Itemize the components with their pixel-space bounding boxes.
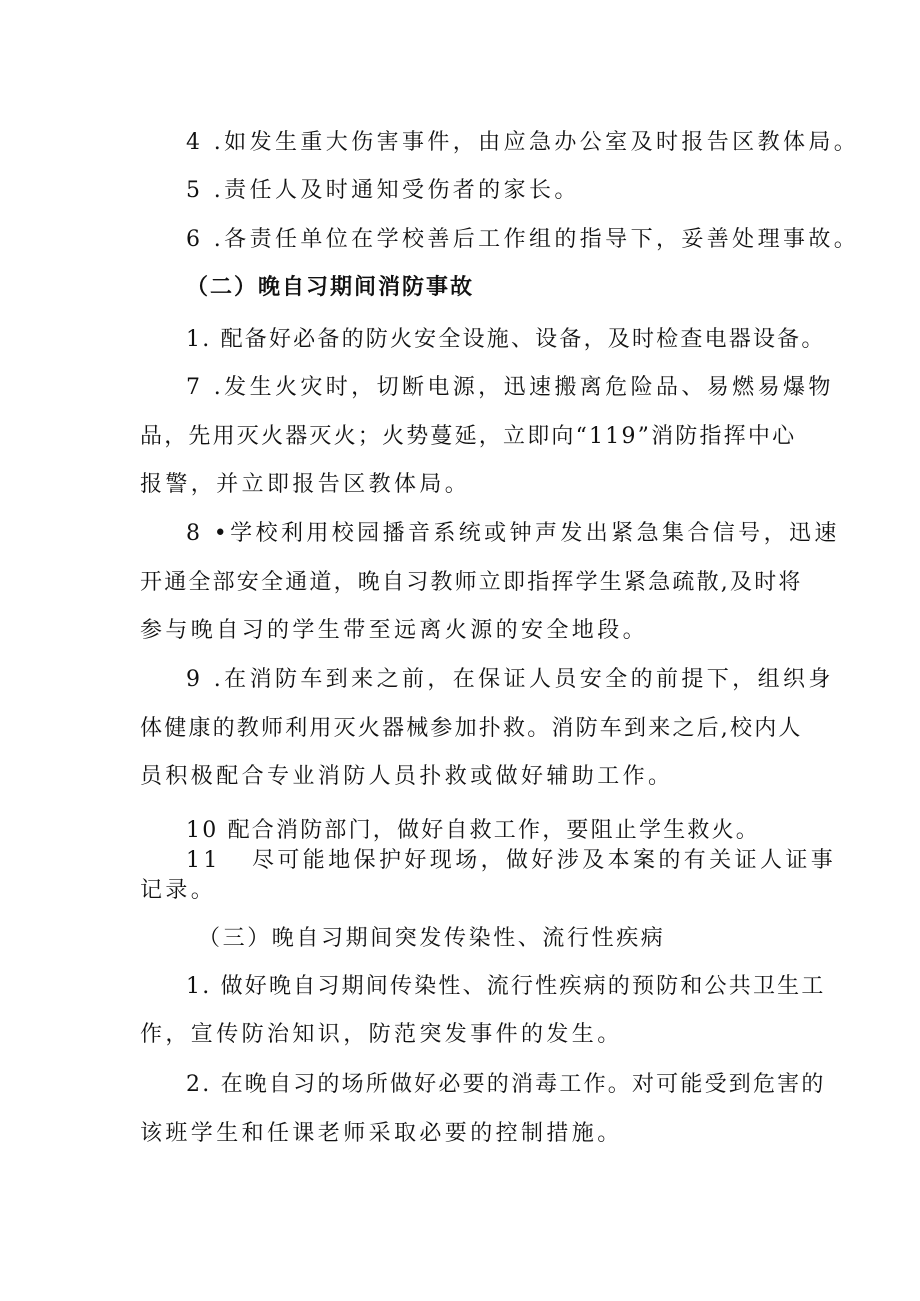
item-4-text: 4 .如发生重大伤害事件，由应急办公室及时报告区教体局。 bbox=[186, 130, 860, 155]
disease-item-2-line-2: 该班学生和任课老师采取必要的控制措施。 bbox=[140, 1121, 623, 1146]
fire-item-11-text: 尽可能地保护好现场，做好涉及本案的有关证人证事 bbox=[252, 848, 837, 873]
disease-item-1-line-2: 作，宣传防治知识，防范突发事件的发生。 bbox=[140, 1022, 623, 1047]
fire-item-8-line-2: 开通全部安全通道，晚自习教师立即指挥学生紧急疏散,及时将 bbox=[140, 570, 803, 595]
fire-item-11-line-2: 记录。 bbox=[140, 878, 217, 903]
fire-item-7-line-2: 品，先用灭火器灭火；火势蔓延，立即向“119”消防指挥中心 bbox=[140, 424, 797, 449]
disease-item-2-line-1: 2. 在晚自习的场所做好必要的消毒工作。对可能受到危害的 bbox=[186, 1072, 826, 1097]
section-3-heading: （三）晚自习期间突发传染性、流行性疾病 bbox=[198, 926, 666, 951]
fire-item-8-line-1: 8 •学校利用校园播音系统或钟声发出紧急集合信号，迅速 bbox=[186, 521, 840, 546]
fire-item-10-text: 10 配合消防部门，做好自救工作，要阻止学生救火。 bbox=[186, 818, 760, 843]
section-2-heading: （二）晚自习期间消防事故 bbox=[186, 275, 475, 300]
fire-item-9-line-3: 员积极配合专业消防人员扑救或做好辅助工作。 bbox=[140, 764, 674, 789]
fire-item-7-line-3: 报警，并立即报告区教体局。 bbox=[140, 472, 471, 497]
fire-item-1-text: 1. 配备好必备的防火安全设施、设备，及时检查电器设备。 bbox=[186, 327, 826, 352]
fire-item-9-line-2: 体健康的教师利用灭火器械参加扑救。消防车到来之后,校内人 bbox=[140, 716, 803, 741]
fire-item-9-line-1: 9 .在消防车到来之前，在保证人员安全的前提下，组织身 bbox=[186, 667, 834, 692]
item-5-text: 5 .责任人及时通知受伤者的家长。 bbox=[186, 178, 580, 203]
item-6-text: 6 .各责任单位在学校善后工作组的指导下，妥善处理事故。 bbox=[186, 227, 860, 252]
fire-item-11-line-1 bbox=[186, 846, 836, 876]
disease-item-1-line-1: 1. 做好晚自习期间传染性、流行性疾病的预防和公共卫生工 bbox=[186, 974, 826, 999]
fire-item-7-line-1: 7 .发生火灾时，切断电源，迅速搬离危险品、易燃易爆物 bbox=[186, 375, 834, 400]
fire-item-11-number: 11 bbox=[186, 848, 221, 873]
fire-item-8-line-3: 参与晚自习的学生带至远离火源的安全地段。 bbox=[140, 618, 649, 643]
